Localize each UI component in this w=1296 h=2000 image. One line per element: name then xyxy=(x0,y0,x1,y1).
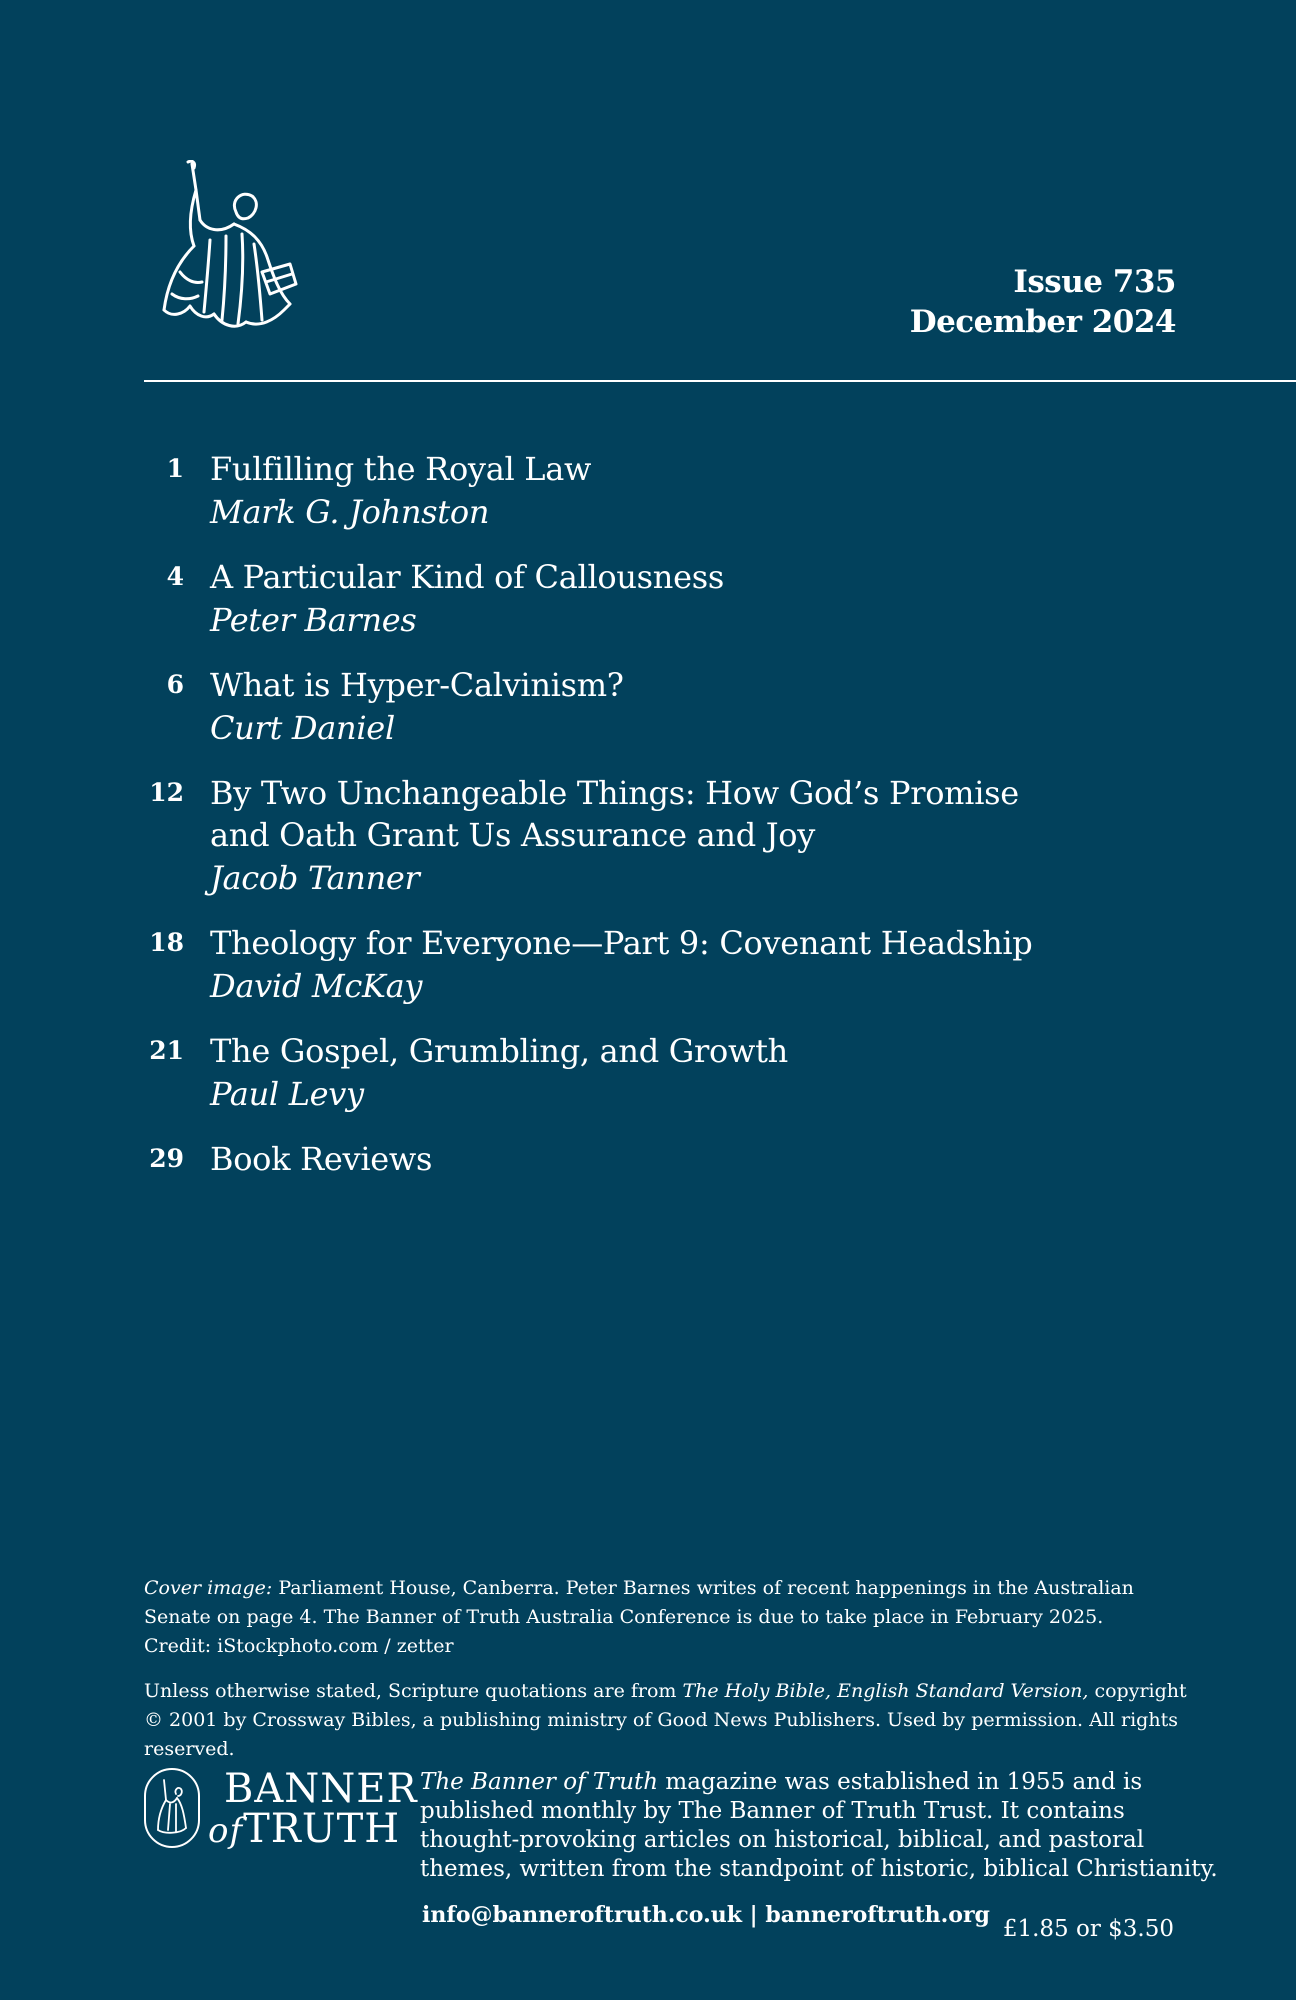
logo-word-banner: BANNER xyxy=(224,1766,418,1812)
toc-title-continued: and Oath Grant Us Assurance and Joy xyxy=(210,816,816,854)
toc-title: What is Hyper-Calvinism? xyxy=(210,666,624,704)
cover-image-label: Cover image: xyxy=(144,1577,273,1599)
header-divider xyxy=(144,380,1296,382)
toc-author: Curt Daniel xyxy=(210,709,395,747)
toc-title: By Two Unchangeable Things: How God’s Promise xyxy=(210,774,1019,812)
logo-word-truth: TRUTH xyxy=(243,1806,401,1852)
toc-title: The Gospel, Grumbling, and Growth xyxy=(210,1032,788,1070)
cover-image-text: Parliament House, Canberra. Peter Barnes writes of recent happenings in the Australian Senate on page 4. The Banner of Truth Australia Conference is due to take place in February 2025. xyxy=(144,1577,1134,1628)
toc-author: Jacob Tanner xyxy=(210,859,420,897)
contact-info xyxy=(422,1900,990,1930)
toc-title: Theology for Everyone—Part 9: Covenant Headship xyxy=(210,924,1033,962)
toc-entry xyxy=(140,1030,1140,1116)
issue-info xyxy=(910,262,1176,342)
badge-figure-icon xyxy=(146,1770,198,1846)
cover-notes xyxy=(144,1574,1200,1764)
toc-entry xyxy=(140,664,1140,750)
toc-author: Peter Barnes xyxy=(210,601,417,639)
banner-of-truth-logo xyxy=(144,1766,418,1854)
toc-title: Fulfilling the Royal Law xyxy=(210,450,592,488)
magazine-description-text: magazine was established in 1955 and is published monthly by The Banner of Truth Trust. It contains thought-provoking articles on historical, biblical, and pastoral themes, written from the standpoint of historic, biblical Christianity. xyxy=(420,1769,1218,1882)
issue-number: Issue 735 xyxy=(1013,264,1176,300)
issue-date: December 2024 xyxy=(909,304,1176,340)
toc-page-number: 1 xyxy=(166,454,184,483)
contact-separator: | xyxy=(749,1902,758,1928)
toc-page-number: 18 xyxy=(149,928,184,957)
toc-title: Book Reviews xyxy=(210,1140,433,1178)
toc-page-number: 29 xyxy=(149,1144,184,1173)
toc-page-number: 4 xyxy=(166,562,184,591)
table-of-contents xyxy=(140,448,1140,1202)
banner-figure-logo-icon xyxy=(150,160,300,340)
image-credit: Credit: iStockphoto.com / zetter xyxy=(144,1635,454,1657)
toc-entry xyxy=(140,922,1140,1008)
logo-word-of-truth xyxy=(208,1808,400,1852)
toc-title: A Particular Kind of Callousness xyxy=(210,558,724,596)
toc-author: Mark G. Johnston xyxy=(210,493,490,531)
toc-entry xyxy=(140,1138,1140,1180)
scripture-post: copyright © 2001 by Crossway Bibles, a publishing ministry of Good News Publishers. Used by permission. All rights reserved. xyxy=(144,1680,1187,1760)
toc-entry xyxy=(140,772,1140,900)
cover-image-note xyxy=(144,1574,1200,1632)
toc-page-number: 12 xyxy=(149,778,184,807)
scripture-note xyxy=(144,1677,1200,1764)
price: £1.85 or $3.50 xyxy=(1002,1916,1174,1942)
website-link[interactable]: banneroftruth.org xyxy=(765,1902,990,1928)
toc-page-number: 21 xyxy=(149,1036,184,1065)
scripture-title: The Holy Bible, English Standard Version, xyxy=(682,1680,1089,1702)
toc-author: David McKay xyxy=(210,967,423,1005)
email-link[interactable]: info@banneroftruth.co.uk xyxy=(422,1902,742,1928)
toc-entry xyxy=(140,556,1140,642)
logo-badge xyxy=(144,1768,200,1848)
toc-author: Paul Levy xyxy=(210,1075,364,1113)
magazine-name: The Banner of Truth xyxy=(420,1769,659,1795)
logo-word-of: of xyxy=(208,1811,244,1851)
toc-page-number: 6 xyxy=(166,670,184,699)
magazine-description xyxy=(420,1768,1220,1884)
toc-entry xyxy=(140,448,1140,534)
scripture-pre: Unless otherwise stated, Scripture quotations are from xyxy=(144,1680,683,1702)
